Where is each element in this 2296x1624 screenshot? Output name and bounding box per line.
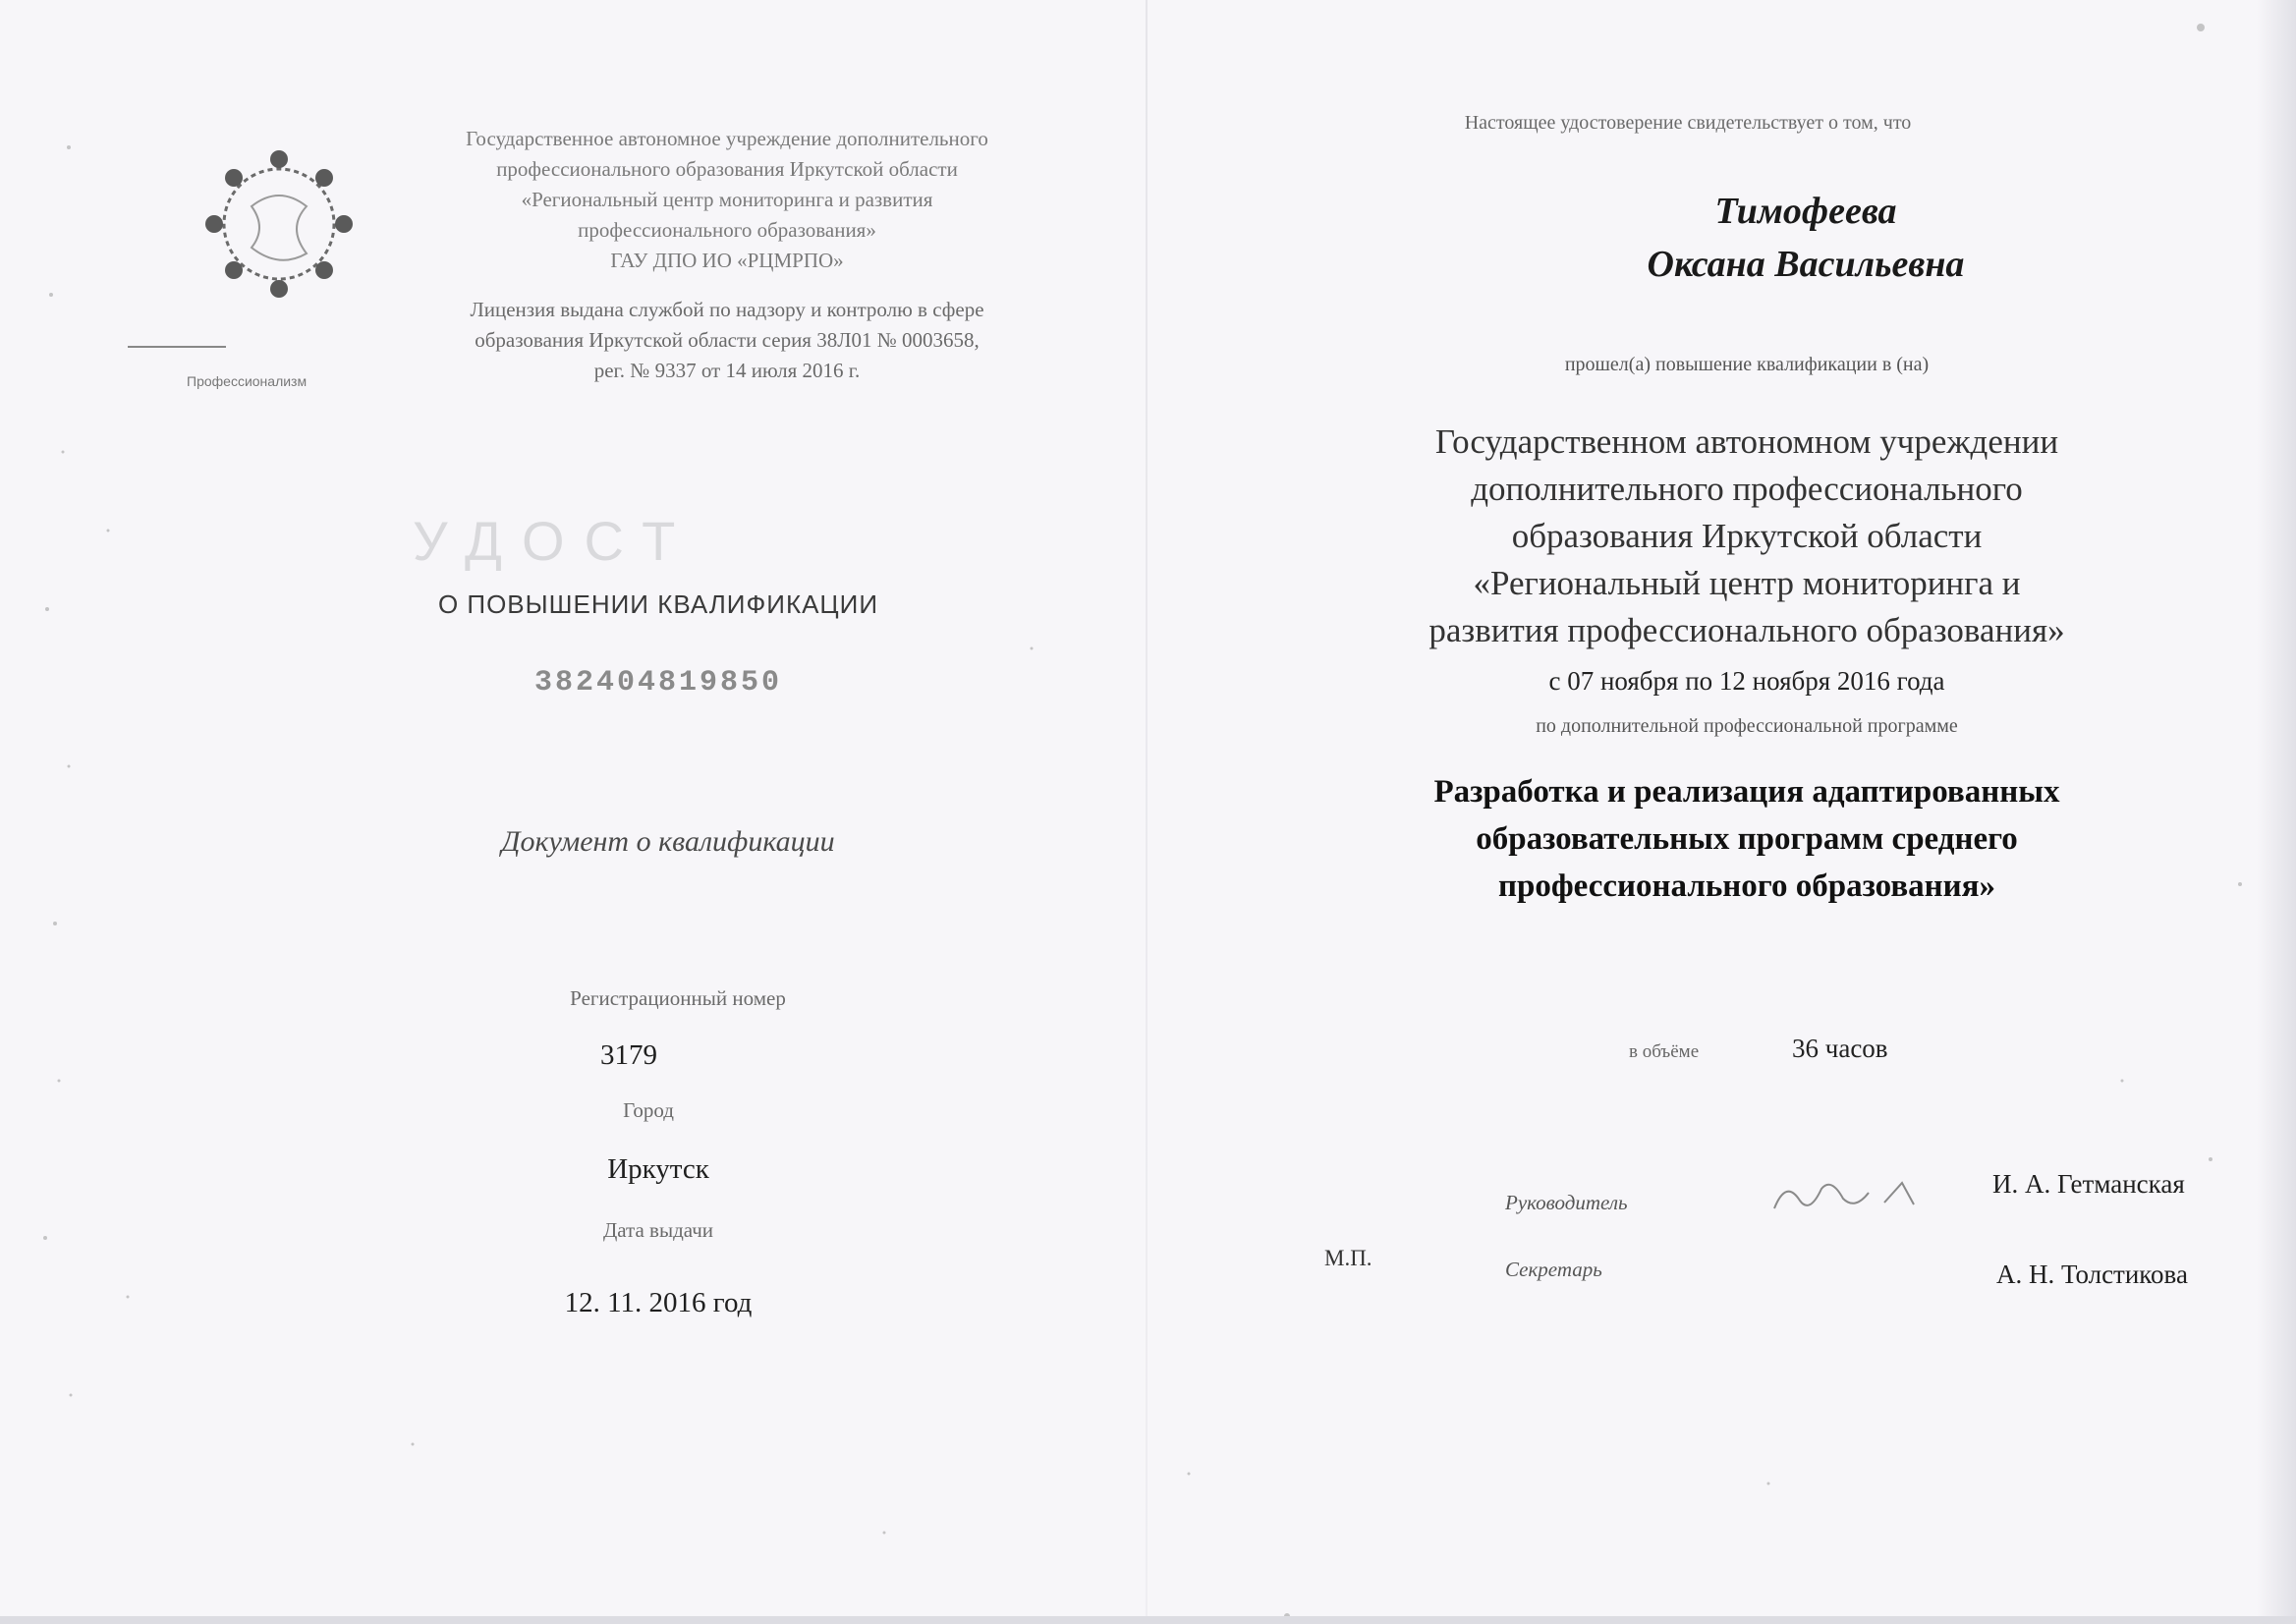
logo-underline <box>128 346 226 348</box>
registration-label: Регистрационный номер <box>570 986 786 1010</box>
gear-wheel-icon <box>193 138 365 310</box>
certify-text: Настоящее удостоверение свидетельствует о том, что <box>1464 112 1912 134</box>
program-title-line: Разработка и реализация адаптированных <box>1433 774 2060 810</box>
embossed-title-ghost: УДОСТ <box>413 510 696 572</box>
issue-date-label: Дата выдачи <box>602 1218 714 1242</box>
institution-line: «Региональный центр мониторинга и <box>1473 564 2021 602</box>
license-line: Лицензия выдана службой по надзору и контролю в сфере <box>470 298 984 321</box>
stamp-place: М.П. <box>1324 1246 1372 1270</box>
program-title-line: образовательных программ среднего <box>1476 821 2018 857</box>
city-value: Иркутск <box>607 1153 709 1185</box>
passed-text: прошел(а) повышение квалификации в (на) <box>1564 354 1930 375</box>
issuer-organization <box>354 124 1100 276</box>
head-label: Руководитель <box>1505 1191 1628 1214</box>
issue-date-value: 12. 11. 2016 год <box>564 1287 753 1318</box>
city-label: Город <box>623 1098 674 1122</box>
license-line: рег. № 9337 от 14 июля 2016 г. <box>593 359 861 382</box>
license-line: образования Иркутской области серия 38Л01 № 0003658, <box>475 328 980 352</box>
institution-line: Государственном автономном учреждении <box>1434 422 2059 461</box>
document-type: Документ о квалификации <box>501 825 835 858</box>
license-info <box>354 295 1100 386</box>
training-dates: с 07 ноября по 12 ноября 2016 года <box>1548 666 1945 696</box>
org-line: профессионального образования» <box>578 218 876 242</box>
program-label: по дополнительной профессиональной программе <box>1536 715 1958 737</box>
secretary-name: А. Н. Толстикова <box>1996 1260 2188 1289</box>
holder-surname: Тимофеева <box>1714 191 1897 232</box>
volume-value: 36 часов <box>1792 1034 1888 1063</box>
volume-label: в объёме <box>1629 1041 1700 1062</box>
org-line: профессионального образования Иркутской области <box>496 157 958 181</box>
document-number: 382404819850 <box>533 666 783 700</box>
holder-given-names: Оксана Васильевна <box>1647 244 1965 285</box>
program-title <box>1256 768 2238 910</box>
holder-name <box>1403 185 2209 291</box>
org-abbreviation: ГАУ ДПО ИО «РЦМРПО» <box>610 249 844 272</box>
head-signature <box>1766 1169 1933 1218</box>
org-line: «Региональный центр мониторинга и развития <box>521 188 933 211</box>
training-institution <box>1305 419 2189 654</box>
secretary-label: Секретарь <box>1505 1258 1602 1281</box>
program-title-line: профессионального образования» <box>1497 868 1996 904</box>
logo-caption: Профессионализм <box>187 373 308 389</box>
institution-line: дополнительного профессионального <box>1471 470 2023 508</box>
scan-right-edge <box>2257 0 2296 1624</box>
right-page <box>1148 0 2296 1624</box>
head-name: И. А. Гетманская <box>1992 1169 2185 1199</box>
scan-bottom-edge <box>0 1616 2296 1624</box>
document-kind: О ПОВЫШЕНИИ КВАЛИФИКАЦИИ <box>437 589 879 619</box>
institution-line: развития профессионального образования» <box>1428 611 2065 649</box>
institution-line: образования Иркутской области <box>1511 517 1983 555</box>
registration-value: 3179 <box>600 1039 657 1071</box>
org-line: Государственное автономное учреждение дополнительного <box>466 127 988 150</box>
